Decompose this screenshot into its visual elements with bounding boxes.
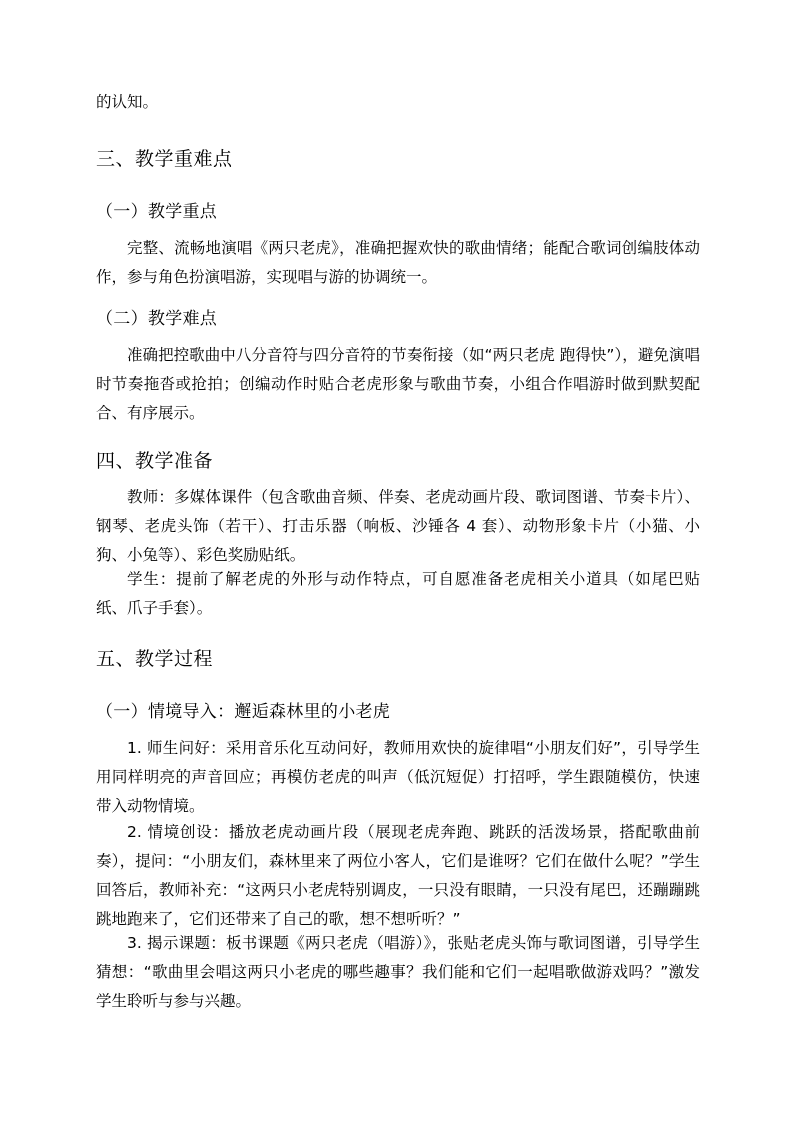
subsection-heading-teaching-difficulty: （二）教学难点 [96,309,218,329]
paragraph-teaching-focus: 完整、流畅地演唱《两只老虎》，准确把握欢快的歌曲情绪；能配合歌词创编肢体动作，参与角色扮演唱游，实现唱与游的协调统一。 [96,239,700,286]
paragraph-situation: 2. 情境创设：播放老虎动画片段（展现老虎奔跑、跳跃的活泼场景，搭配歌曲前奏），提问：“小朋友们，森林里来了两位小客人，它们是谁呀？它们在做什么呢？”学生回答后，教师补充：“这两只小老虎特别调皮，一只没有眼睛，一只没有尾巴，还蹦蹦跳跳地跑来了，它们还带来了自己的歌，想不想听听？” [96,823,700,928]
paragraph-greeting: 1. 师生问好：采用音乐化互动问好，教师用欢快的旋律唱“小朋友们好”，引导学生用同样明亮的声音回应；再模仿老虎的叫声（低沉短促）打招呼，学生跟随模仿，快速带入动物情境。 [96,739,700,815]
paragraph-teacher-preparation: 教师：多媒体课件（包含歌曲音频、伴奏、老虎动画片段、歌词图谱、节奏卡片）、钢琴、老虎头饰（若干）、打击乐器（响板、沙锤各 4 套）、动物形象卡片（小猫、小狗、小兔等）、彩色奖励贴纸。 [96,488,700,564]
section-heading-teaching-process: 五、教学过程 [96,648,214,670]
section-heading-key-points: 三、教学重难点 [96,148,233,170]
paragraph-reveal-topic: 3. 揭示课题：板书课题《两只老虎（唱游）》，张贴老虎头饰与歌词图谱，引导学生猜想：“歌曲里会唱这两只小老虎的哪些趣事？我们能和它们一起唱歌做游戏吗？”激发学生聆听与参与兴趣。 [96,934,700,1010]
subsection-heading-teaching-focus: （一）教学重点 [96,202,218,222]
paragraph-continuation: 的认知。 [96,93,159,111]
section-heading-preparation: 四、教学准备 [96,450,214,472]
subsection-heading-introduction: （一）情境导入：邂逅森林里的小老虎 [96,702,391,722]
paragraph-student-preparation: 学生：提前了解老虎的外形与动作特点，可自愿准备老虎相关小道具（如尾巴贴纸、爪子手套）。 [96,570,700,617]
paragraph-teaching-difficulty: 准确把控歌曲中八分音符与四分音符的节奏衔接（如“两只老虎 跑得快”），避免演唱时节奏拖沓或抢拍；创编动作时贴合老虎形象与歌曲节奏，小组合作唱游时做到默契配合、有序展示。 [96,346,700,422]
